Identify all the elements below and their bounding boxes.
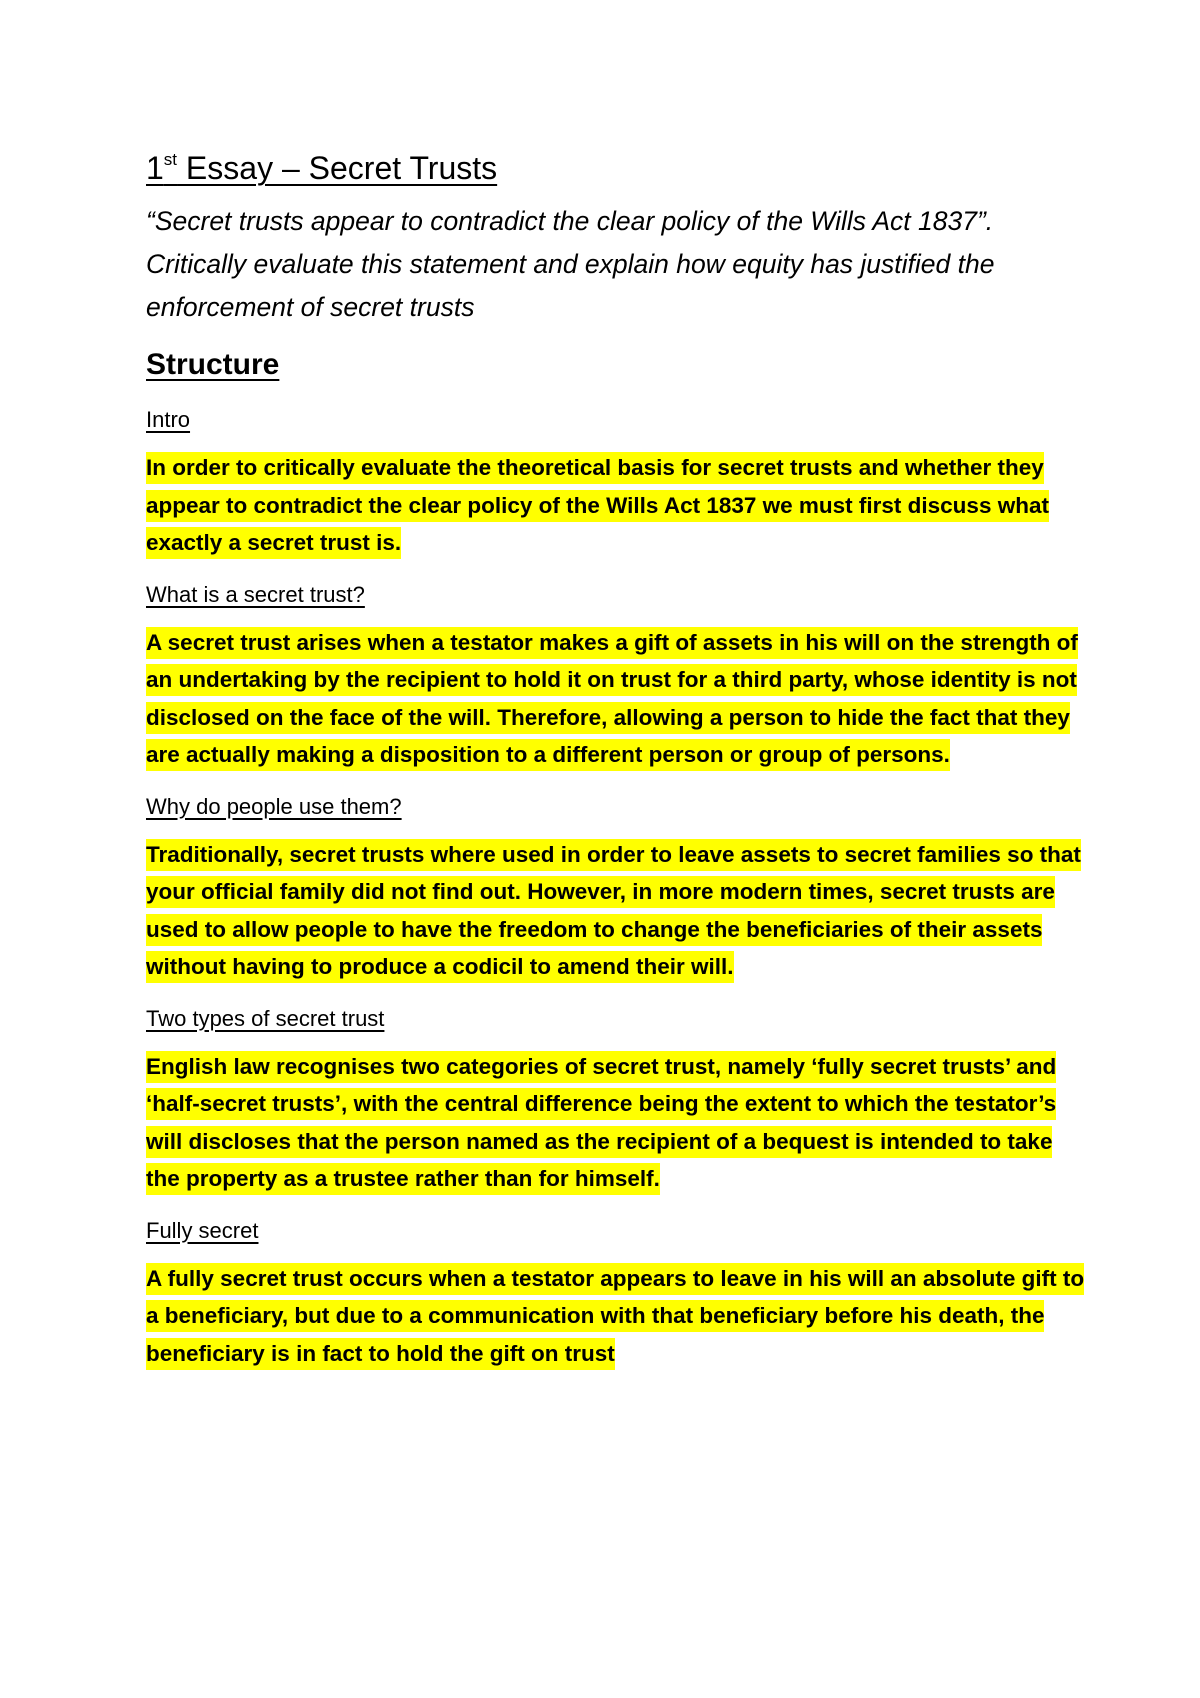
highlighted-text: A fully secret trust occurs when a testator appears to leave in his will an absolute gift to a beneficiary, but due to a communication with that beneficiary before his death, the beneficiary is in fact to hold the gift on trust <box>146 1263 1084 1370</box>
highlighted-text: A secret trust arises when a testator makes a gift of assets in his will on the strength of an undertaking by the recipient to hold it on trust for a third party, whose identity is not disclosed on the face of the will. Therefore, allowing a person to hide the fact that they are actually making a disposition to a different person or group of persons. <box>146 627 1078 772</box>
highlighted-text: Traditionally, secret trusts where used in order to leave assets to secret families so that your official family did not find out. However, in more modern times, secret trusts are used to allow people to have the freedom to change the beneficiaries of their assets without having to produce a codicil to amend their will. <box>146 839 1081 984</box>
highlighted-text: In order to critically evaluate the theoretical basis for secret trusts and whether they appear to contradict the clear policy of the Wills Act 1837 we must first discuss what exactly a secret trust is. <box>146 452 1049 559</box>
highlighted-text: English law recognises two categories of secret trust, namely ‘fully secret trusts’ and ‘half-secret trusts’, with the central difference being the extent to which the testator’s will discloses that the person named as the recipient of a bequest is intended to take the property as a trustee rather than for himself. <box>146 1051 1056 1196</box>
section-heading: What is a secret trust? <box>146 581 365 607</box>
essay-question: “Secret trusts appear to contradict the clear policy of the Wills Act 1837”. Critically evaluate this statement and explain how equity has justified the enforcement of secret trusts <box>146 206 995 322</box>
essay-title-ordinal: 1 <box>146 150 164 186</box>
section-body <box>146 624 1086 774</box>
section-fully-secret <box>146 1216 1086 1373</box>
section-why-use-them <box>146 792 1086 986</box>
section-heading: Intro <box>146 407 191 432</box>
essay-title <box>146 148 1086 188</box>
essay-title-text: Essay – Secret Trusts <box>177 150 498 186</box>
structure-heading: Structure <box>146 348 280 381</box>
essay-title-ordinal-suffix: st <box>163 150 178 169</box>
section-body <box>146 1260 1086 1373</box>
section-what-is-secret-trust <box>146 580 1086 774</box>
section-body <box>146 449 1086 562</box>
section-heading: Fully secret <box>146 1217 259 1243</box>
section-body <box>146 1048 1086 1198</box>
section-two-types <box>146 1004 1086 1198</box>
section-intro <box>146 405 1086 562</box>
section-heading: Why do people use them? <box>146 793 402 819</box>
section-heading: Two types of secret trust <box>146 1005 385 1031</box>
section-body <box>146 836 1086 986</box>
document-content <box>146 148 1086 1372</box>
